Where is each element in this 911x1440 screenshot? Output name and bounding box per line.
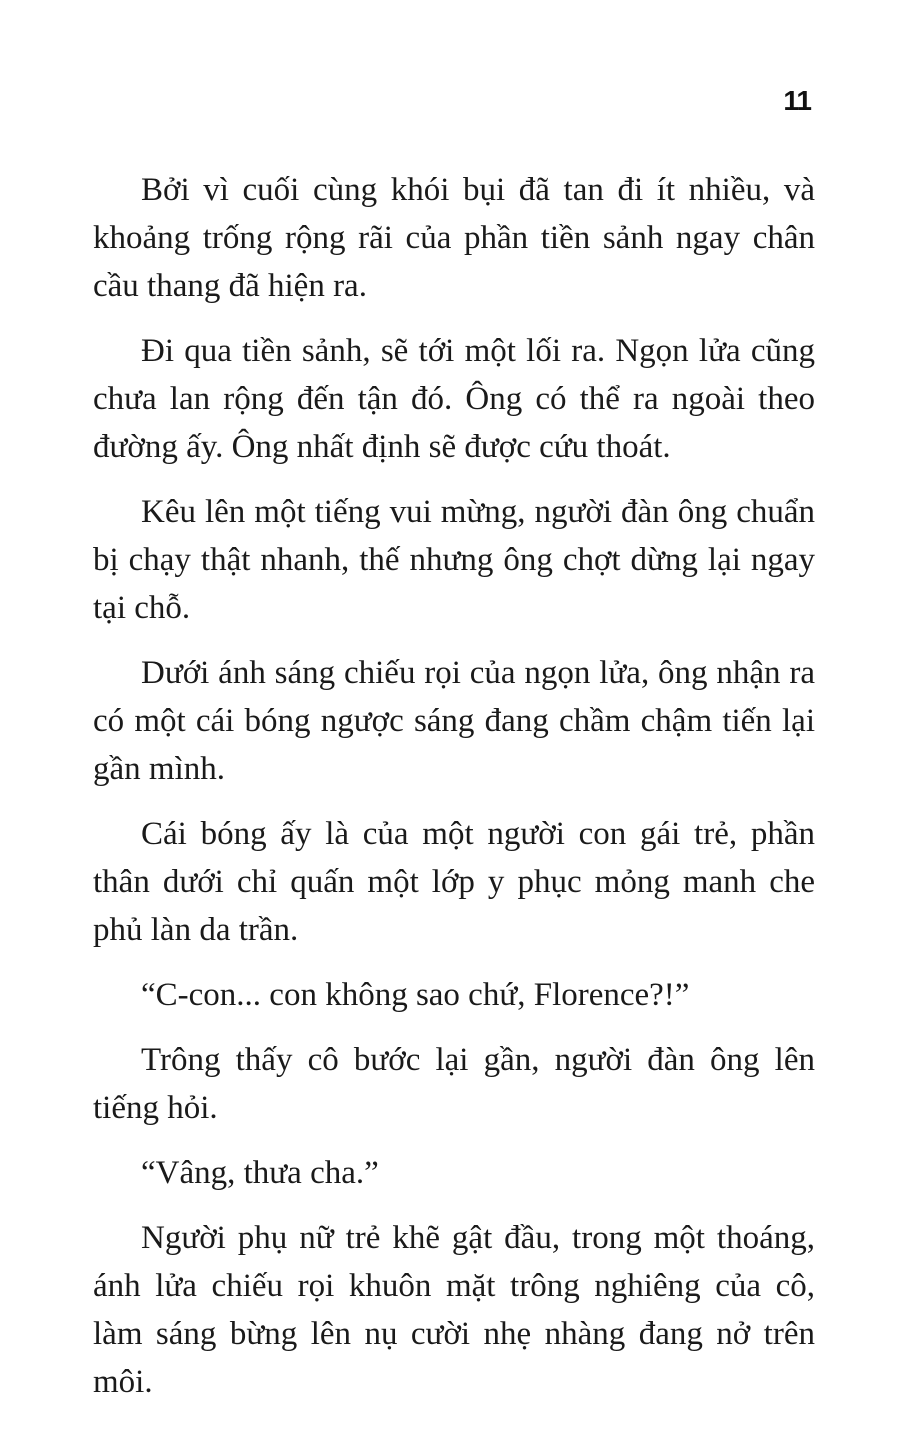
text-body — [93, 166, 815, 1423]
paragraph-5: Cái bóng ấy là của một người con gái trẻ, phần thân dưới chỉ quấn một lớp y phục mỏng manh che phủ làn da trần. — [93, 816, 815, 948]
paragraph-7: Trông thấy cô bước lại gần, người đàn ông lên tiếng hỏi. — [93, 1042, 815, 1126]
paragraph-3: Kêu lên một tiếng vui mừng, người đàn ông chuẩn bị chạy thật nhanh, thế nhưng ông chợt dừng lại ngay tại chỗ. — [93, 494, 815, 626]
paragraph-4: Dưới ánh sáng chiếu rọi của ngọn lửa, ông nhận ra có một cái bóng ngược sáng đang chầm chậm tiến lại gần mình. — [93, 655, 815, 787]
paragraph-8: “Vâng, thưa cha.” — [141, 1155, 379, 1191]
page-number: 11 — [783, 85, 811, 116]
paragraph-2: Đi qua tiền sảnh, sẽ tới một lối ra. Ngọn lửa cũng chưa lan rộng đến tận đó. Ông có thể ra ngoài theo đường ấy. Ông nhất định sẽ được cứu thoát. — [93, 333, 815, 465]
paragraph-1: Bởi vì cuối cùng khói bụi đã tan đi ít nhiều, và khoảng trống rộng rãi của phần tiền sảnh ngay chân cầu thang đã hiện ra. — [93, 172, 815, 304]
paragraph-6: “C-con... con không sao chứ, Florence?!” — [141, 977, 690, 1013]
paragraph-9: Người phụ nữ trẻ khẽ gật đầu, trong một thoáng, ánh lửa chiếu rọi khuôn mặt trông nghiêng của cô, làm sáng bừng lên nụ cười nhẹ nhàng đang nở trên môi. — [93, 1220, 815, 1400]
